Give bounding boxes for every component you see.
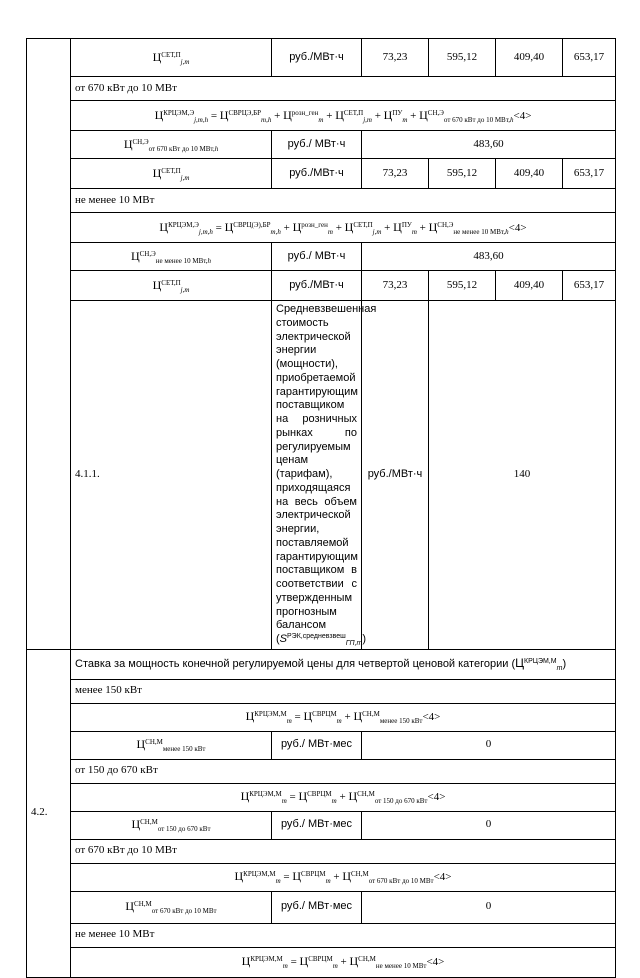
tariff-value-1: 73,23: [362, 271, 429, 301]
tariff-value-3: 409,40: [496, 159, 563, 189]
section-label: менее 150 кВт: [71, 679, 616, 703]
table-row: [27, 679, 616, 703]
section-label: не менее 10 МВт: [71, 189, 616, 213]
note-ref: <4>: [513, 109, 532, 122]
zero-value: 0: [362, 731, 616, 759]
formula-krcem-m-10: $Ц^{КРЦЭМ,М}_m = Ц^{СВРЦМ}_m + Ц^{СН,М}_{от 670 кВт до 10 МВт}<4>$: [71, 863, 616, 891]
unit-cell: руб./ МВт·ч: [272, 131, 362, 159]
table-row: [27, 301, 616, 650]
table-row: [27, 923, 616, 947]
item-number: 4.1.1.: [71, 301, 272, 650]
tariff-value-2: 595,12: [429, 271, 496, 301]
price-label-set-p: $Ц^{СЕТ,П}_{j,m}$: [71, 159, 272, 189]
sn-e-value: 483,60: [362, 243, 616, 271]
note-ref: <4>: [508, 221, 527, 234]
formula-krcem-m-not-less-10: $Ц^{КРЦЭМ,М}_m = Ц^{СВРЦМ}_m + Ц^{СН,М}_{не менее 10 МВт}<4>$: [71, 947, 616, 977]
price-label-set-p: $Ц^{СЕТ,П}_{j,m}$: [71, 271, 272, 301]
note-ref: <4>: [427, 791, 446, 804]
table-row: [27, 271, 616, 301]
price-label-sn-m: $Ц^{СН,М}_{от 150 до 670 кВт}$: [71, 811, 272, 839]
tariff-value-4: 653,17: [563, 271, 616, 301]
item-title: Ставка за мощность конечной регулируемой цены для четвертой ценовой категории $(Ц^{КРЦЭМ,М}_m)$: [71, 649, 616, 679]
zero-value: 0: [362, 811, 616, 839]
table-row: [27, 839, 616, 863]
price-label-sn-e: $Ц^{СН,Э}_{от 670 кВт до 10 МВт,h}$: [71, 131, 272, 159]
table-row: [27, 213, 616, 243]
table-row: [27, 891, 616, 923]
unit-cell: руб./МВт·ч: [272, 159, 362, 189]
note-ref: <4>: [422, 711, 441, 724]
formula-krcem-m-670: $Ц^{КРЦЭМ,М}_m = Ц^{СВРЦМ}_m + Ц^{СН,М}_{от 150 до 670 кВт}<4>$: [71, 783, 616, 811]
price-label-sn-e: $Ц^{СН,Э}_{не менее 10 МВт,h}$: [71, 243, 272, 271]
number-cell-empty: [27, 39, 71, 650]
tariff-value-3: 409,40: [496, 271, 563, 301]
formula-krcem-e-10: $Ц^{КРЦЭМ,Э}_{j,m,h} = Ц^{СВРЦ(Э),БР}_{m,h} + Ц^{розн\_ген}_m + Ц^{СЕТ,П}_{j,m} + Ц^{ПУ}_m + Ц^{СН,Э}_{не менее 10 МВт,h}<4>$: [71, 213, 616, 243]
table-row: [27, 649, 616, 679]
table-row: [27, 703, 616, 731]
unit-cell: руб./ МВт·мес: [272, 811, 362, 839]
table-row: [27, 863, 616, 891]
price-label-set-p: $Ц^{СЕТ,П}_{j,m}$: [71, 39, 272, 77]
formula-krcem-m-150: $Ц^{КРЦЭМ,М}_m = Ц^{СВРЦМ}_m + Ц^{СН,М}_{менее 150 кВт}<4>$: [71, 703, 616, 731]
table-row: [27, 189, 616, 213]
unit-cell: руб./ МВт·мес: [272, 891, 362, 923]
item-description: Средневзвешенная стоимость электрической энергии (мощности), приобретаемой гарантирующим поставщиком на розничных рынках по регулируемым ценам (тарифам), приходящаяся на весь объем электрической энергии, поставляемой гарантирующим поставщиком в соответствии с утвержденным прогнозным балансом $(S^{РЭК,средневзвеш}_{ГП,m})$: [272, 301, 362, 650]
item-value: 140: [429, 301, 616, 650]
table-row: [27, 947, 616, 977]
table-row: [27, 77, 616, 101]
table-row: [27, 159, 616, 189]
section-label: не менее 10 МВт: [71, 923, 616, 947]
table-row: [27, 783, 616, 811]
unit-cell: руб./МВт·ч: [272, 271, 362, 301]
section-label: от 670 кВт до 10 МВт: [71, 839, 616, 863]
section-label: от 150 до 670 кВт: [71, 759, 616, 783]
item-number: 4.2.: [27, 649, 71, 977]
table-row: [27, 759, 616, 783]
sn-e-value: 483,60: [362, 131, 616, 159]
tariff-value-2: 595,12: [429, 159, 496, 189]
table-row: [27, 731, 616, 759]
tariff-table: [26, 38, 616, 978]
unit-cell: руб./МВт·ч: [362, 301, 429, 650]
unit-cell: руб./ МВт·ч: [272, 243, 362, 271]
tariff-value-2: 595,12: [429, 39, 496, 77]
table-row: [27, 39, 616, 77]
tariff-value-1: 73,23: [362, 39, 429, 77]
section-label: от 670 кВт до 10 МВт: [71, 77, 616, 101]
tariff-value-4: 653,17: [563, 159, 616, 189]
price-label-sn-m: $Ц^{СН,М}_{от 670 кВт до 10 МВт}$: [71, 891, 272, 923]
table-row: [27, 131, 616, 159]
note-ref: <4>: [426, 956, 445, 969]
tariff-value-3: 409,40: [496, 39, 563, 77]
tariff-value-4: 653,17: [563, 39, 616, 77]
price-label-sn-m: $Ц^{СН,М}_{менее 150 кВт}$: [71, 731, 272, 759]
table-row: [27, 243, 616, 271]
tariff-value-1: 73,23: [362, 159, 429, 189]
unit-cell: руб./ МВт·мес: [272, 731, 362, 759]
formula-krcem-e-670: $Ц^{КРЦЭМ,Э}_{j,m,h} = Ц^{СВРЦЭ,БР}_{m,h} + Ц^{розн\_ген}_m + Ц^{СЕТ,П}_{j,m} + Ц^{ПУ}_m + Ц^{СН,Э}_{от 670 кВт до 10 МВт,h}<4>$: [71, 101, 616, 131]
note-ref: <4>: [433, 871, 452, 884]
zero-value: 0: [362, 891, 616, 923]
table-row: [27, 101, 616, 131]
unit-cell: руб./МВт·ч: [272, 39, 362, 77]
table-row: [27, 811, 616, 839]
